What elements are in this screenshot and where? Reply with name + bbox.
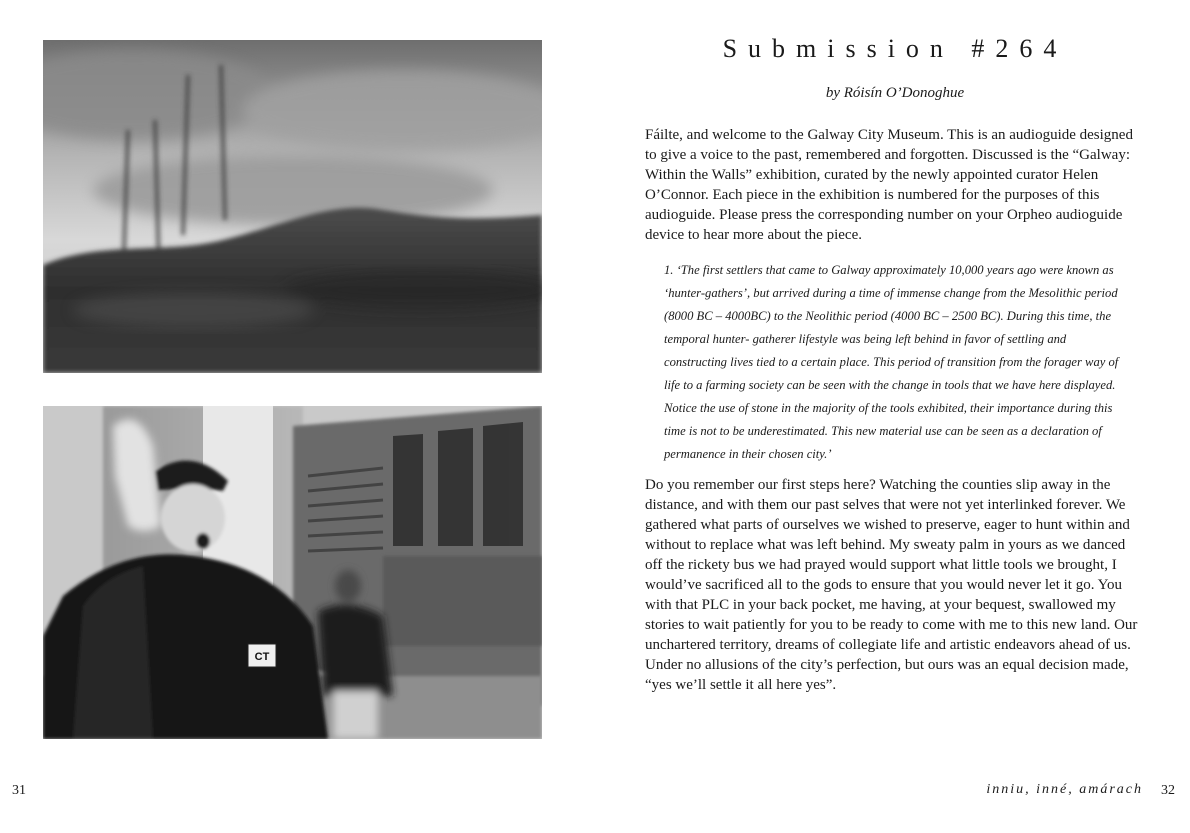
page-number-left: 31 [12,783,26,798]
jacket-patch-label: CT [254,651,270,663]
exhibit-quote: 1. ‘The first settlers that came to Galway approximately 10,000 years ago were known as ‘hunter-gathers’, but arrived during a time of immense change from the Mesolithic period (8000 BC – 4000BC) to the Neolithic period (4000 BC – 2500 BC). During this time, the temporal hunter- gatherer lifestyle was being left behind in favor of settling and constructing lives tied to a certain place. This period of transition from the forager way of life to a farming society can be seen with the change in tools that we have here displayed. Notice the use of stone in the majority of the tools exhibited, their importance during this time is not to be underestimated. This new material use can be seen as a declaration of permanence in their chosen city.’ [664,263,1119,461]
page-number-right: 32 [1161,783,1175,798]
article-title: Submission #264 [722,34,1068,63]
running-title: inniu, inné, amárach [986,782,1143,797]
street-portrait-photo [43,406,542,739]
article-byline: by Róisín O’Donoghue [825,85,965,101]
landscape-photo [43,40,542,373]
intro-paragraph: Fáilte, and welcome to the Galway City Museum. This is an audioguide designed to give a voice to the past, remembered and forgotten. Discussed is the “Galway: Within the Walls” exhibition, curated by the newly appointed curator Helen O’Connor. Each piece in the exhibition is numbered for the purposes of this audioguide. Please press the corresponding number on your Orpheo audioguide device to hear more about the piece. [645,127,1133,243]
reflection-paragraph: Do you remember our first steps here? Watching the counties slip away in the distance, and with them our past selves that were not yet interlinked forever. We gathered what parts of ourselves we wished to preserve, eager to hunt within and without to replace what was left behind. My sweaty palm in yours as we danced off the rickety bus we had prayed would support what little tools we brought, I would’ve sacrificed all to the gods to ensure that you would never let it go. You with that PLC in your back pocket, me having, at your bequest, swallowed my stories to wait patiently for you to be ready to come with me to this new land. Our unchartered territory, dreams of collegiate life and artistic endeavors ahead of us. Under no allusions of the city’s perfection, but ours was an equal decision made, “yes we’ll settle it all here yes”. [645,477,1138,693]
street-portrait-photo-image [43,406,542,739]
landscape-photo-image [43,40,542,373]
